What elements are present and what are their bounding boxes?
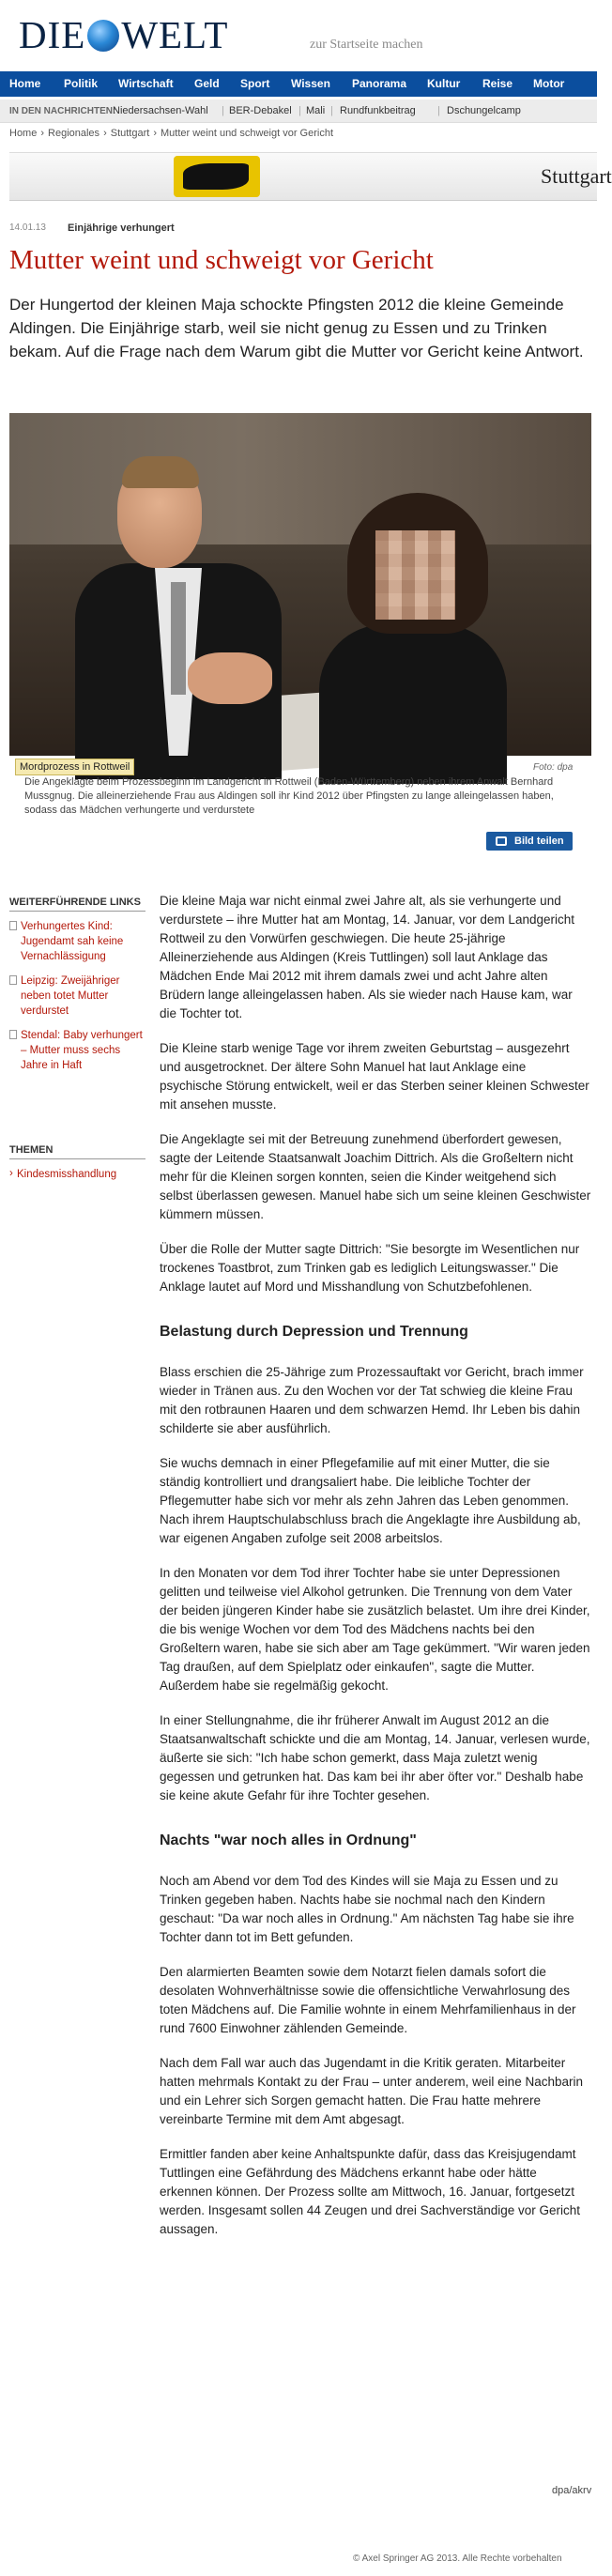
ticker-item[interactable]: BER-Debakel (229, 105, 292, 116)
page-title: Mutter weint und schweigt vor Gericht (9, 245, 434, 275)
photo-tag: Mordprozess in Rottweil (15, 759, 134, 775)
article-paragraph: In den Monaten vor dem Tod ihrer Tochter habe sie unter Depressionen gelitten und teilweise viel Alkohol getrunken. Die Trennung von dem Vater der beiden jüngeren Kinder habe sie zusätzlich belastet. Um ihre drei Kinder, die bis wenige Wochen vor dem Tod des Mädchens nachts bei den Großeltern waren, habe sie sich aber am Tage gekümmert. "Wir waren jeden Tag draußen, auf dem Spielplatz oder einkaufen", sagte die Mutter. Außerdem habe sie regelmäßig gekocht. (160, 1566, 590, 1693)
ticker-item[interactable]: Mali (306, 105, 326, 116)
article-rubric: Einjährige verhungert (68, 222, 175, 234)
article-paragraph: In einer Stellungnahme, die ihr früherer Anwalt im August 2012 an die Staatsanwaltschaft schickte und die am Montag, 14. Januar, verlesen wurde, äußerte sie sich: "Ich habe schon gemerkt, dass Maja zuletzt wenig gegessen und getrunken hat. Das kam bei ihr aber öfter vor." Deshalb habe sie keine akute Gefahr für ihre Tochter gesehen. (160, 1713, 590, 1802)
article-paragraph: Noch am Abend vor dem Tod des Kindes will sie Maja zu Essen und zu Trinken gegeben haben. Nachts habe sie nochmal nach den Kindern geschaut: "Da war noch alles in Ordnung." Am nächsten Tag habe sie ihre Tochter dann tot im Bett gefunden. (160, 1874, 574, 1944)
article-paragraph: Den alarmierten Beamten sowie dem Notarzt fielen damals sofort die desolaten Wohnverhältnisse sowie die offensichtliche Verwahrlosung des toten Mädchens auf. Die Familie wohnte in einem Mehrfamilienhaus in der rund 7600 Einwohner zählenden Gemeinde. (160, 1965, 576, 2035)
breadcrumb-home[interactable]: Home (9, 128, 38, 139)
article-photo[interactable] (9, 413, 591, 756)
document-icon (9, 921, 17, 930)
breadcrumb: Home › Regionales › Stuttgart › Mutter weint und schweigt vor Gericht (9, 128, 334, 139)
article-paragraph: Sie wuchs demnach in einer Pflegefamilie auf mit einer Mutter, die sie ständig kontrolliert und drangsaliert habe. Die leibliche Tochter der Pflegemutter habe sich vor mehr als zehn Jahren das Leben genommen. Nach ihrem Hauptschulabschluss brach die Angeklagte ihre Ausbildung ab, war eigenen Angaben zufolge seit 2008 arbeitslos. (160, 1456, 581, 1545)
theme-link[interactable]: › Kindesmisshandlung (9, 1169, 145, 1180)
related-link[interactable]: Stendal: Baby verhungert – Mutter muss sechs Jahre in Haft (9, 1028, 145, 1073)
breadcrumb-regionales[interactable]: Regionales (48, 128, 100, 139)
photo-caption: Die Angeklagte beim Prozessbeginn im Landgericht in Rottweil (Baden-Württemberg) neben ihrem Anwalt Bernhard Mussgnug. Die alleinerziehende Frau aus Aldingen soll ihr Kind 2012 über Pfingsten zu lange alleingelassen haben, sodass das Mädchen verhungerte und verdurstete (24, 776, 554, 816)
article-paragraph: Nach dem Fall war auch das Jugendamt in die Kritik geraten. Mitarbeiter hatten mehrmals Kontakt zu der Frau – unter anderem, weil eine Nachbarin und ein Lehrer sich Sorgen gemacht hatten. Die Frau hatte mehrere vereinbarte Termine mit dem Amt abgesagt. (160, 2056, 583, 2126)
nav-item-kultur[interactable]: Kultur (427, 77, 461, 90)
article-author: dpa/akrv (552, 2485, 592, 2496)
article-paragraph: Blass erschien die 25-Jährige zum Prozessauftakt vor Gericht, brach immer wieder in Tränen aus. Zu den Wochen vor der Tat schwieg die kleine Frau mit den rotbraunen Haaren und dem schwarzen Hemd. Ihr Leben bis dahin schilderte sie aber ausführlich. (160, 1365, 584, 1435)
breadcrumb-stuttgart[interactable]: Stuttgart (110, 128, 150, 139)
site-header (0, 0, 597, 68)
ticker-item[interactable]: Niedersachsen-Wahl (113, 105, 208, 116)
section-heading: Nachts "war noch alles in Ordnung" (160, 1832, 417, 1848)
sidebar (9, 897, 145, 1180)
ticker-label: IN DEN NACHRICHTEN: (9, 106, 116, 116)
nav-item-wissen[interactable]: Wissen (291, 77, 330, 90)
nav-item-sport[interactable]: Sport (240, 77, 270, 90)
article-paragraph: Die Kleine starb wenige Tage vor ihrem zweiten Geburtstag – ausgezehrt und ausgetrocknet. Der ältere Sohn Manuel hat laut Anklage eine psychische Störung entwickelt, weil er das Sterben seiner kleinen Schwester mit ansehen musste. (160, 1041, 589, 1112)
set-homepage-link[interactable]: zur Startseite machen (310, 38, 423, 52)
article-intro: Der Hungertod der kleinen Maja schockte Pfingsten 2012 die kleine Gemeinde Aldingen. Die Einjährige starb, weil sie nicht genug zu Essen und zu Trinken bekam. Auf die Frage nach dem Warum gibt die Mutter vor Gericht keine Antwort. (9, 296, 584, 360)
nav-item-panorama[interactable]: Panorama (352, 77, 407, 90)
main-nav (0, 71, 597, 97)
nav-item-wirtschaft[interactable]: Wirtschaft (118, 77, 174, 90)
section-heading: Belastung durch Depression und Trennung (160, 1324, 468, 1340)
article-paragraph: Die kleine Maja war nicht einmal zwei Jahre alt, als sie verhungerte und verdurstete – ihre Mutter hat am Montag, 14. Januar, vor dem Landgericht Rottweil zu den Vorwürfen geschwiegen. Die heute 25-jährige Alleinerziehende aus Aldingen (Kreis Tuttlingen) soll laut Anklage das Mädchen Ende Mai 2012 mit ihrem damals zwei und acht Jahre alten Brüdern lange alleingelassen haben. Als sie wieder nach Hause kam, war die Tochter tot. (160, 894, 574, 1020)
document-icon (9, 975, 17, 985)
article-paragraph: Über die Rolle der Mutter sagte Dittrich: "Sie besorgte im Wesentlichen nur trockenes Toastbrot, zum Trinken gab es lediglich Leitungswasser." Die Anklage lautet auf Mord und Misshandlung von Schutzbefohlenen. (160, 1242, 580, 1294)
nav-item-politik[interactable]: Politik (64, 77, 99, 90)
copyright: © Axel Springer AG 2013. Alle Rechte vorbehalten (353, 2553, 562, 2564)
related-link[interactable]: Verhungertes Kind: Jugendamt sah keine Vernachlässigung (9, 919, 145, 964)
photo-credit: Foto: dpa (533, 762, 574, 773)
breadcrumb-current: Mutter weint und schweigt vor Gericht (160, 128, 334, 139)
document-icon (9, 1030, 17, 1039)
lawyer-figure (75, 460, 282, 770)
nav-item-home[interactable]: Home (9, 77, 41, 90)
ticker-item[interactable]: Rundfunkbeitrag (340, 105, 416, 116)
related-link[interactable]: Leipzig: Zweijähriger neben totet Mutter verdurstet (9, 974, 145, 1019)
article-date: 14.01.13 (9, 222, 46, 233)
nav-item-motor[interactable]: Motor (533, 77, 565, 90)
article-paragraph: Ermittler fanden aber keine Anhaltspunkte dafür, dass das Kreisjugendamt Tuttlingen eine Gefährdung des Mädchens erkannt habe oder hätte erkennen können. Der Prozess sollte am Mittwoch, 16. Januar, fortgesetzt werden. Insgesamt sollen 44 Zeugen und drei Sachverständige vor Gericht aussagen. (160, 2147, 581, 2236)
defendant-figure (319, 493, 507, 765)
globe-icon (87, 20, 119, 52)
share-icon (496, 836, 507, 846)
share-image-button[interactable]: Bild teilen (486, 832, 573, 851)
ticker-item[interactable]: Dschungelcamp (447, 105, 521, 116)
news-ticker: IN DEN NACHRICHTEN: Niedersachsen-Wahl | BER-Debakel | Mali | Rundfunkbeitrag | Dschungelcamp (0, 100, 597, 123)
nav-item-geld[interactable]: Geld (194, 77, 220, 90)
banner-city: Stuttgart (541, 164, 612, 188)
article-paragraph: Die Angeklagte sei mit der Betreuung zunehmend überfordert gewesen, sagte der Leitende Staatsanwalt Joachim Dittrich. Als die Großeltern nicht mehr für die Kleinen sorgen konnten, seien die Kinder weitgehend sich selbst überlassen gewesen. Manuel habe sich um seine kleinen Geschwister kümmern müssen. (160, 1132, 591, 1221)
article-body (160, 892, 591, 2255)
site-logo[interactable]: DIE WELT (19, 13, 229, 56)
themes-heading: THEMEN (9, 1144, 145, 1159)
nav-item-reise[interactable]: Reise (482, 77, 513, 90)
related-heading: WEITERFÜHRENDE LINKS (9, 897, 145, 912)
regional-banner[interactable] (9, 152, 612, 201)
stuttgart-crest-icon (174, 156, 260, 197)
